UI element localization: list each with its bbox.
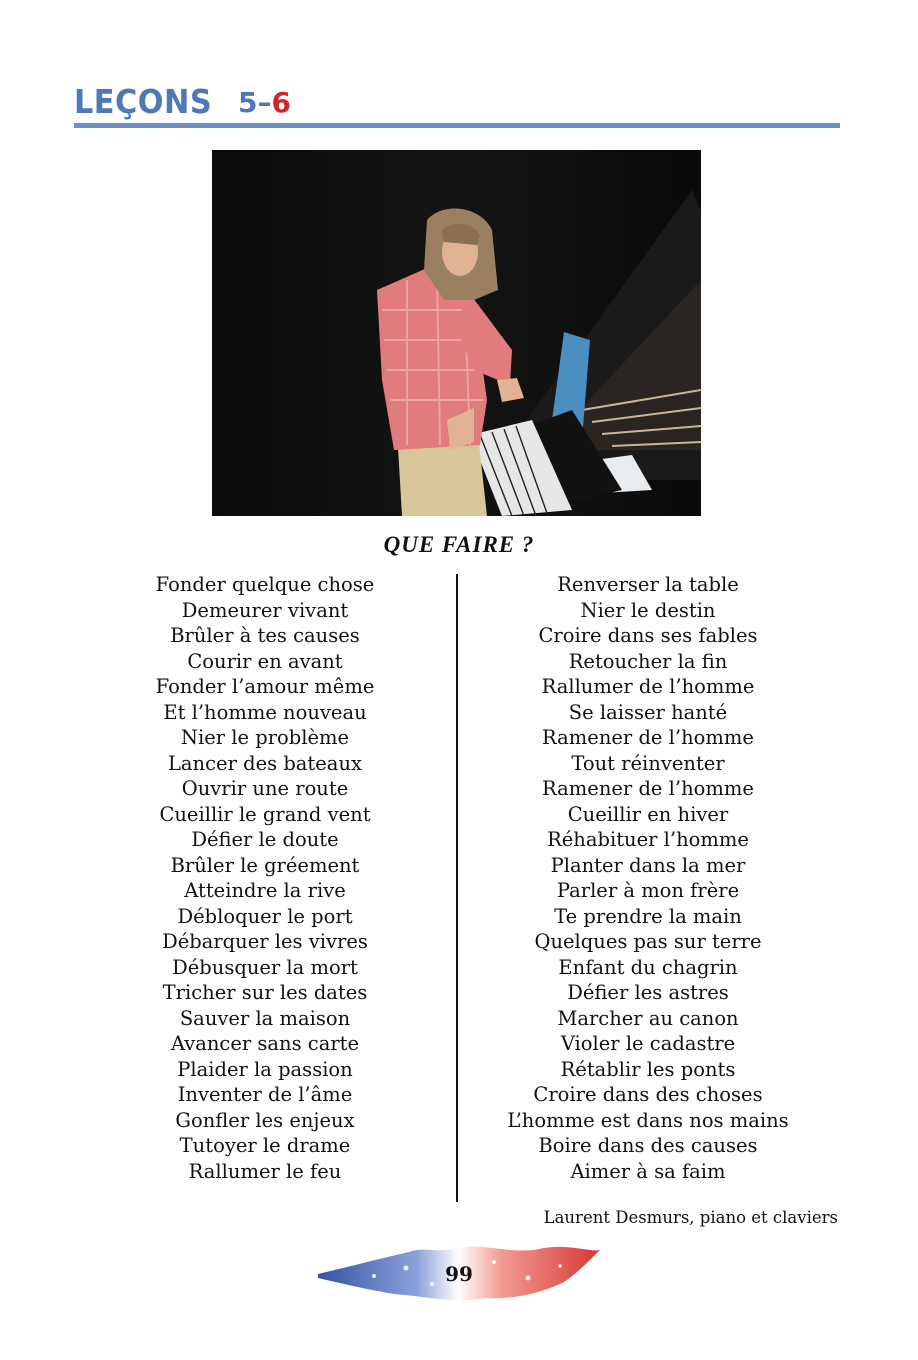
poem-line: Brûler le gréement (170, 853, 360, 877)
poem-line: Te prendre la main (554, 904, 742, 928)
lesson-separator: – (257, 86, 272, 119)
poem-line: Violer le cadastre (560, 1032, 736, 1055)
poem-title: QUE FAIRE ? (383, 532, 535, 557)
poem-line: Brûler à tes causes (170, 624, 360, 647)
poem-line: Tutoyer le drame (179, 1134, 351, 1157)
poem-line: Sauver la maison (179, 1006, 351, 1030)
poem-line: Enfant du chagrin (558, 955, 738, 979)
poem-line: Nier le destin (580, 598, 716, 622)
poem-line: Rétablir les ponts (560, 1057, 736, 1081)
poem-line: Retoucher la fin (568, 649, 728, 673)
poem-line: Inventer de l’âme (177, 1083, 353, 1106)
page-header (74, 78, 840, 126)
poem-line: Croire dans des choses (533, 1083, 763, 1106)
poem-line: Avancer sans carte (170, 1032, 360, 1055)
poem-line: Marcher au canon (557, 1006, 739, 1030)
poem-line: Défier le doute (191, 828, 339, 851)
poem-right-column (483, 572, 813, 1184)
poem-line: Ramener de l’homme (542, 726, 754, 749)
poem-line: Aimer à sa faim (570, 1159, 726, 1183)
poem-line: Renverser la table (557, 573, 739, 596)
pianist-photo (212, 150, 701, 516)
poem-line: Cueillir en hiver (567, 802, 729, 826)
pianist-photo-illustration (212, 150, 701, 516)
poem-line: Débloquer le port (177, 904, 353, 928)
poem-line: Débarquer les vivres (162, 930, 368, 953)
poem-line: Réhabituer l’homme (547, 828, 749, 851)
poem-line: Cueillir le grand vent (159, 802, 371, 826)
poem-line: Défier les astres (567, 981, 729, 1004)
poem-line: Croire dans ses fables (538, 624, 758, 647)
poem-line: Boire dans des causes (538, 1134, 758, 1157)
poem-line: Débusquer la mort (172, 955, 358, 979)
lesson-numbers (238, 86, 291, 119)
poem-line: Demeurer vivant (181, 598, 349, 622)
poem-line: Atteindre la rive (184, 879, 346, 902)
column-divider (456, 574, 458, 1202)
page-number: 99 (445, 1262, 473, 1286)
lesson-start: 5 (238, 86, 258, 119)
poem-line: Parler à mon frère (556, 879, 740, 902)
poem-line: Rallumer de l’homme (541, 675, 755, 698)
header-rule (74, 123, 840, 128)
poem-line: Fonder quelque chose (155, 573, 375, 596)
poem-line: Gonfler les enjeux (175, 1108, 355, 1132)
lesson-end: 6 (271, 86, 291, 119)
poem-line: Nier le problème (180, 726, 350, 749)
poem-line: Plaider la passion (177, 1057, 353, 1081)
poem-line: Tricher sur les dates (162, 981, 368, 1004)
poem-line: L’homme est dans nos mains (507, 1108, 789, 1132)
poem-line: Lancer des bateaux (167, 751, 362, 775)
poem-left-column (100, 572, 430, 1184)
poem-line: Courir en avant (187, 649, 343, 673)
poem-line: Rallumer le feu (188, 1159, 342, 1183)
poem-line: Fonder l’amour même (155, 675, 375, 698)
poem-line: Ouvrir une route (181, 777, 349, 800)
section-title: LEÇONS (74, 82, 213, 121)
poem-line: Quelques pas sur terre (534, 930, 762, 953)
poem-line: Et l’homme nouveau (163, 700, 367, 724)
poem-line: Ramener de l’homme (542, 777, 754, 800)
photo-credit: Laurent Desmurs, piano et claviers (543, 1208, 838, 1227)
poem-line: Se laisser hanté (568, 700, 728, 724)
poem-line: Tout réinventer (571, 751, 725, 775)
poem-line: Planter dans la mer (550, 853, 746, 877)
